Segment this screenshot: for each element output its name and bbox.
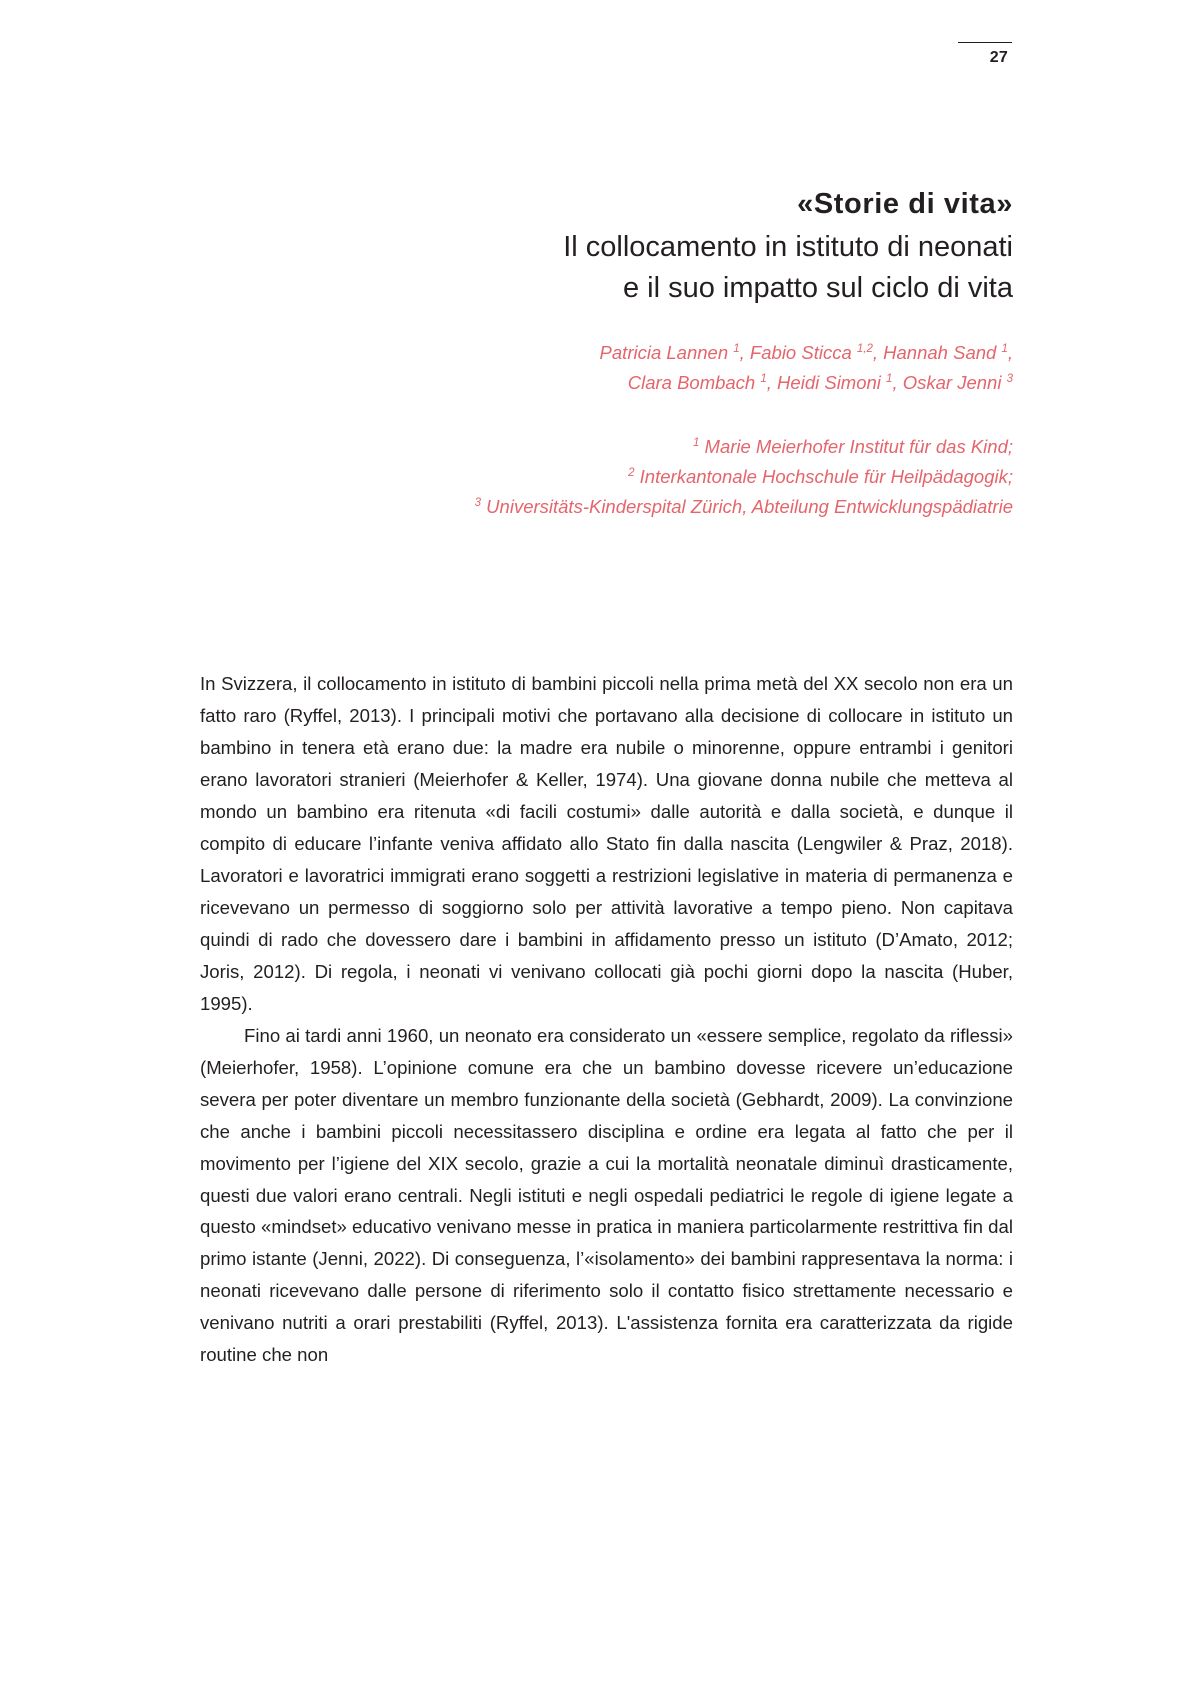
- body-text: [200, 668, 1013, 1371]
- affiliation-line-2: $^2$ Interkantonale Hochschule für Heilpädagogik;: [628, 465, 1013, 487]
- page-subtitle-line-1: Il collocamento in istituto di neonati: [563, 231, 1013, 264]
- affiliation-list: [200, 432, 1013, 522]
- page-title: «Storie di vita»: [797, 188, 1013, 220]
- page-number-rule: [958, 42, 1012, 43]
- author-line-2: Clara Bombach $^1$, Heidi Simoni $^1$, Oskar Jenni $^3$: [627, 371, 1013, 393]
- author-list: [200, 338, 1013, 398]
- title-block: [200, 185, 1013, 310]
- body-paragraph-2: Fino ai tardi anni 1960, un neonato era considerato un «essere semplice, regolato da riflessi» (Meierhofer, 1958). L’opinione comune era che un bambino dovesse ricevere un’educazione severa per poter diventare un membro funzionante della società (Gebhardt, 2009). La convinzione che anche i bambini piccoli necessitassero disciplina e ordine era legata al fatto che per il movimento per l’igiene del XIX secolo, grazie a cui la mortalità neonatale diminuì drasticamente, questi due valori erano centrali. Negli istituti e negli ospedali pediatrici le regole di igiene legate a questo «mindset» educativo venivano messe in pratica in maniera particolarmente restrittiva fin dal primo istante (Jenni, 2022). Di conseguenza, l’«isolamento» dei bambini rappresentava la norma: i neonati ricevevano dalle persone di riferimento solo il contatto fisico strettamente necessario e venivano nutriti a orari prestabiliti (Ryffel, 2013). L'assistenza fornita era caratterizzata da rigide routine che non: [200, 1024, 1013, 1366]
- page-subtitle-line-2: e il suo impatto sul ciclo di vita: [622, 272, 1013, 305]
- body-paragraph-1: In Svizzera, il collocamento in istituto di bambini piccoli nella prima metà del XX secolo non era un fatto raro (Ryffel, 2013). I principali motivi che portavano alla decisione di collocare in istituto un bambino in tenera età erano due: la madre era nubile o minorenne, oppure entrambi i genitori erano lavoratori stranieri (Meierhofer & Keller, 1974). Una giovane donna nubile che metteva al mondo un bambino era ritenuta «di facili costumi» dalle autorità e dalla società, e dunque il compito di educare l’infante veniva affidato allo Stato fin dalla nascita (Lengwiler & Praz, 2018). Lavoratori e lavoratrici immigrati erano soggetti a restrizioni legislative in materia di permanenza e ricevevano un permesso di soggiorno solo per attività lavorative a tempo pieno. Non capitava quindi di rado che dovessero dare i bambini in affidamento presso un istituto (D’Amato, 2012; Joris, 2012). Di regola, i neonati vi venivano collocati già pochi giorni dopo la nascita (Huber, 1995).: [200, 673, 1013, 1014]
- page-number: 27: [989, 49, 1008, 66]
- affiliation-line-1: $^1$ Marie Meierhofer Institut für das Kind;: [692, 436, 1013, 457]
- affiliation-line-3: $^3$ Universitäts-Kinderspital Zürich, Abteilung Entwicklungspädiatrie: [474, 495, 1013, 517]
- page-number-block: [952, 42, 1012, 67]
- author-line-1: Patricia Lannen $^1$, Fabio Sticca $^{1,2}$, Hannah Sand $^1$,: [599, 342, 1013, 363]
